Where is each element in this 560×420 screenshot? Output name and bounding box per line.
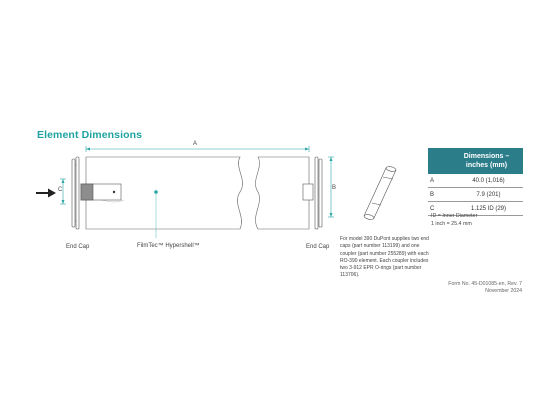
element-name-label: FilmTec™ Hypershell™ [137,243,200,249]
dimension-c-label: C [58,187,63,193]
end-cap-left-label: End Cap [66,244,90,250]
section-title: Element Dimensions [37,129,143,141]
dimension-b-label: B [332,185,337,191]
right-end-cap [315,157,322,229]
form-number: Form No. 45-D01085-en, Rev. 7 [448,281,522,287]
flow-arrow [36,189,56,198]
supply-note: For model 390 DuPont supplies two end caps (part number 113199) and one coupler (part number 255289) with each RO-390 element. Each coupler includes two 3-912 EPR O-rings (part number 113706). [340,236,429,279]
left-end-cap [72,157,79,229]
id-definition: ID = Inner Diameter [431,213,478,219]
dimension-a-label: A [193,141,198,147]
dimensions-table [428,148,523,216]
element-body-right [255,157,309,229]
table-row: C 1.125 ID (29) [428,202,523,216]
inch-conversion: 1 inch = 25.4 mm [431,221,472,227]
dimensions-table-header: Dimensions – inches (mm) [428,148,523,174]
end-cap-right-label: End Cap [306,244,330,250]
dimension-a-line [86,146,309,152]
outlet-tube [303,184,313,200]
form-date: November 2024 [485,288,522,294]
footnotes [431,212,477,228]
form-info [448,281,522,295]
permeate-tube [81,184,121,200]
coupler-illustration [364,166,397,220]
table-row: B 7.9 (201) [428,188,523,202]
table-row: A 40.0 (1,016) [428,174,523,188]
